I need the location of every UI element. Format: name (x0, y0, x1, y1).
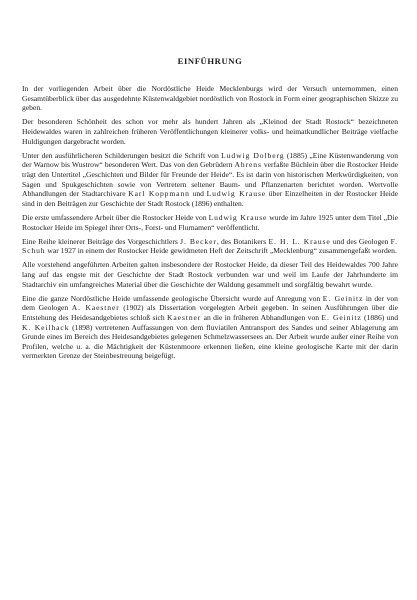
author-name: Ludwig Dolberg (221, 150, 285, 160)
author-name: Kaestner (167, 313, 202, 323)
text-segment: In der vorliegenden Arbeit über die Nordöstliche Heide Mecklenburgs wird der Versuch unternommen, einen Gesamtüberblick über das ausgedehnte Küstenwaldgebiet nordöstlich von Rostock in Form einer geographischen Skizze zu geben. (22, 84, 398, 113)
text-segment: Der besonderen Schönheit des schon vor mehr als hundert Jahren als „Kleinod der Stadt Rostock“ bezeichneten Heidewaldes waren in zahlreichen früheren Veröffentlichungen kleinerer volks- und heimatkundlicher Beiträge vielfache Huldigungen dargebracht worden. (22, 117, 398, 146)
text-segment: (1885) „Eine Küstenwanderung von der Warnow bis Wustrow“ besonderen Wert. Das von den Gebrüdern (22, 150, 398, 170)
paragraph-geologie (22, 294, 398, 361)
text-segment: war 1927 in einem der Rostocker Heide gewidmeten Heft der Zeitschrift „Mecklenburg“ zusammengefaßt worden. (45, 246, 397, 256)
text-segment: Alle vorstehend angeführten Arbeiten galten insbesondere der Rostocker Heide, da dieser Teil des Heidewaldes 700 Jahre lang auf das engste mit der Geschichte der Stadt Rostock verbunden war und weil im Laufe der Jahrhunderte im Stadtarchiv ein umfangreiches Material über die Geschichte der Waldung gesammelt und sorgfältig bewahrt wurde. (22, 260, 398, 289)
text-segment: an die in früheren Abhandlungen von (201, 313, 322, 323)
text-segment: verfaßte Büchlein über die Rostocker Heide trägt den Untertitel „Geschichten und Bilder für Freunde der Heide“. Es ist darin von historischen Merkwürdigkeiten, von Sagen und Spukgeschichten sowie von Vertretern seltener Baum- und Pflanzenarten berichtet worden. Wertvolle Abhandlungen der Stadtarchivare (22, 160, 398, 199)
author-name: E. Geinitz (321, 313, 362, 323)
author-name: A. Kaestner (71, 303, 120, 313)
text-segment: Eine die ganze Nordöstliche Heide umfassende geologische Übersicht wurde auf Anregung von (22, 293, 323, 303)
document-page (22, 56, 398, 366)
text-segment: Unter den ausführlicheren Schilderungen besitzt die Schrift von (22, 150, 222, 160)
paragraph-beitraege-1927 (22, 237, 398, 256)
paragraph-intro (22, 84, 398, 113)
author-name: Ludwig Krause (206, 189, 267, 199)
page-heading: EINFÜHRUNG (177, 56, 243, 66)
author-name: Ludwig Krause (208, 212, 268, 222)
text-segment: Die erste umfassendere Arbeit über die Rostocker Heide von (22, 212, 209, 222)
paragraph-rostocker-heide (22, 260, 398, 289)
text-segment: wurde im Jahre 1925 unter dem Titel „Die Rostocker Heide im Spiegel ihrer Orts-, Forst- und Flurnamen“ veröffentlicht. (22, 212, 398, 232)
paragraph-krause-1925 (22, 213, 398, 232)
text-segment: (1902) als Dissertation vorgelegten Arbeit gegeben. In seinen Ausführungen über die Entstehung des Heidesandgebietes schloß sich (22, 303, 398, 323)
author-name: E. Geinitz (322, 293, 364, 303)
text-segment: und (189, 189, 207, 199)
paragraph-kleinod (22, 117, 398, 146)
text-segment: (1898) vertretenen Auffassungen von dem fluviatilen Antransport des Sandes und seiner Ablagerung am Grunde eines im Bereich des Heidesandgebietes gelegenen Schmelzwassersees an. Der Arbeit wurde außer einer Reihe von Profilen, welche u. a. die Mächtigkeit der Küstenmoore erkennen ließen, eine kleine geologische Karte mit der darin vermerkten Grenze der Steinbestreuung beigefügt. (22, 322, 398, 361)
author-name: J. Becker (180, 236, 217, 246)
paragraph-schilderungen (22, 151, 398, 209)
text-segment: Eine Reihe kleinerer Beiträge des Vorgeschichtlers (22, 236, 181, 246)
author-name: F. Schuh (22, 236, 398, 256)
author-name: Karl Koppmann (128, 189, 190, 199)
text-segment: in der von dem Geologen (22, 293, 398, 313)
text-segment: , des Botanikers (216, 236, 269, 246)
text-segment: (1886) und (361, 313, 399, 323)
author-name: K. Keilhack (22, 322, 70, 332)
author-name: E. H. L. Krause (268, 236, 331, 246)
text-segment: über Einzelheiten in der Rostocker Heide sind in den Beiträgen zur Geschichte der Stadt Rostock (1896) enthalten. (22, 189, 399, 208)
author-name: Ahrens (234, 160, 262, 170)
text-segment: und des Geologen (330, 236, 391, 246)
